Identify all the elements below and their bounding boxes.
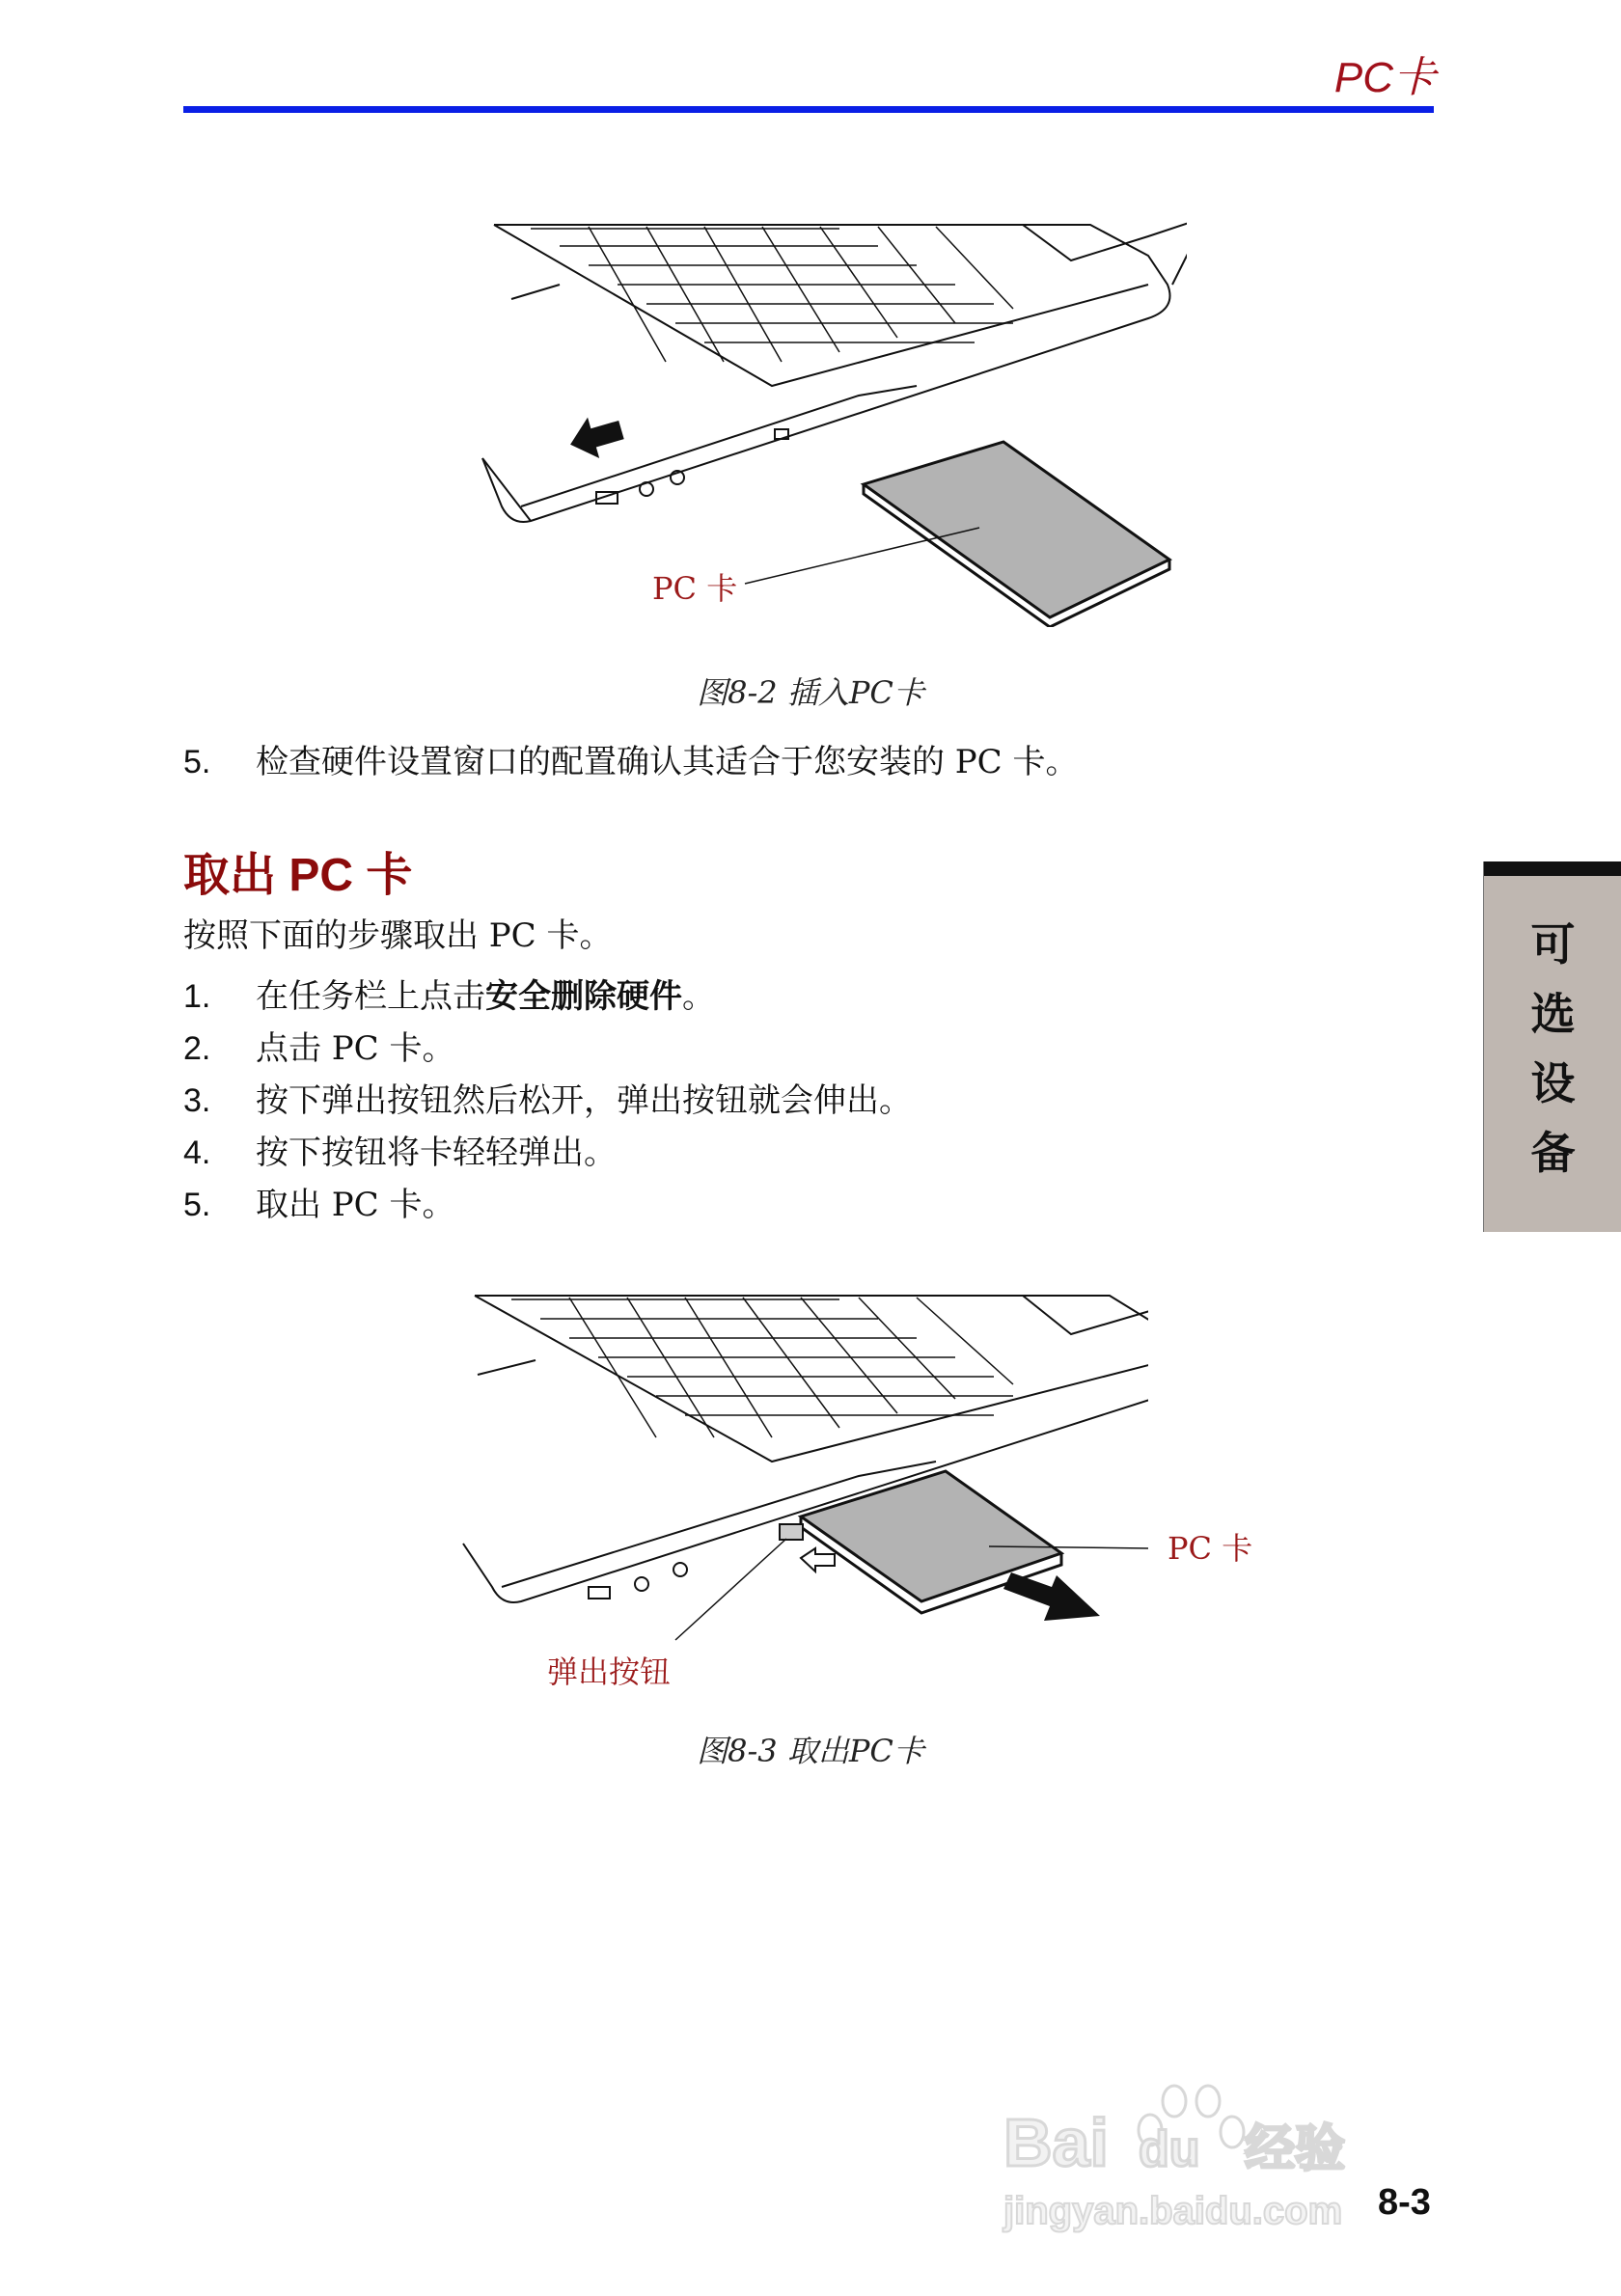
baidu-watermark-logo [994,2055,1360,2248]
step-number: 5. [183,1187,211,1223]
step-number: 3. [183,1082,211,1119]
section-intro: 按照下面的步骤取出 PC 卡。 [183,916,613,955]
step-number: 4. [183,1134,211,1171]
side-tab-bar [1484,861,1621,876]
section-heading: 取出 PC 卡 [183,850,413,901]
eject-button [780,1524,803,1540]
figure2-label-pc-card: PC 卡 [1168,1530,1253,1567]
svg-text:经验: 经验 [1245,2121,1346,2177]
svg-text:du: du [1139,2121,1200,2177]
step-text: 在任务栏上点击 [256,977,485,1016]
svg-text:jingyan.baidu.com: jingyan.baidu.com [1003,2190,1343,2232]
running-header-title: PC卡 [1333,54,1436,101]
step-text: 检查硬件设置窗口的配置确认其适合于您安装的 PC 卡。 [256,743,1079,781]
eject-direction-arrow-icon [801,1548,835,1572]
pc-card-leader-line [743,526,984,593]
step-suffix: 。 [682,977,715,1016]
chapter-side-tab [1483,861,1621,1232]
step-text: 点击 PC 卡。 [256,1029,455,1068]
figure1-label-pc-card: PC 卡 [652,570,738,607]
removal-step [183,1081,912,1120]
figure2-label-eject-button: 弹出按钮 [547,1654,672,1690]
side-tab-char: 设 [1530,1057,1576,1109]
svg-text:Bai: Bai [1003,2105,1109,2180]
figure1-caption: 图8-2 插入PC卡 [697,674,924,711]
figure-remove-pc-card [453,1288,1148,1674]
step-number: 1. [183,978,211,1015]
removal-step [183,1029,455,1068]
figure2-caption: 图8-3 取出PC卡 [697,1733,924,1769]
step-number: 2. [183,1030,211,1067]
remove-arrow-icon [1003,1572,1100,1621]
insert-arrow-icon [564,409,627,464]
step-bold-text: 安全删除硬件 [485,977,682,1016]
step-5-check-settings [183,743,1079,781]
step-text: 取出 PC 卡。 [256,1186,455,1224]
header-rule [183,106,1434,113]
step-text: 按下弹出按钮然后松开，弹出按钮就会伸出。 [256,1081,912,1120]
side-tab-char: 可 [1530,918,1576,970]
page-number: 8-3 [1378,2182,1431,2223]
side-tab-char: 选 [1530,988,1576,1040]
step-number: 5. [183,744,211,780]
side-tab-char: 备 [1530,1127,1576,1179]
step-text: 按下按钮将卡轻轻弹出。 [256,1134,617,1172]
removal-step [183,1186,455,1224]
removal-step [183,977,715,1016]
removal-step [183,1134,617,1172]
